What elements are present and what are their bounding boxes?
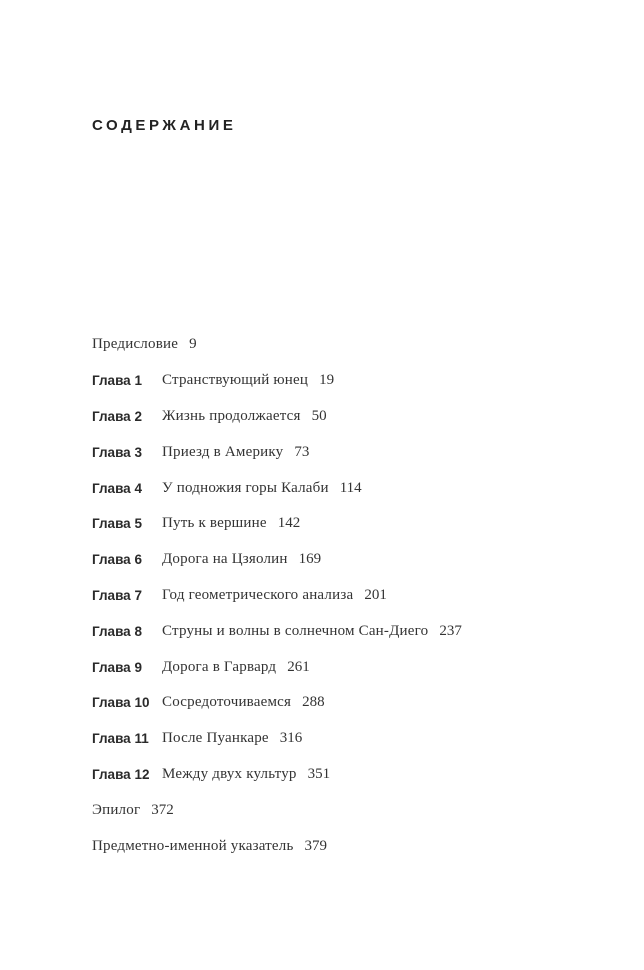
- entry-page-number: 19: [319, 372, 335, 389]
- chapter-label: Глава 5: [92, 516, 142, 532]
- entry-title: Между двух культур: [162, 765, 297, 782]
- toc-entry-chapter-6[interactable]: [92, 542, 612, 578]
- chapter-label: Глава 9: [92, 659, 142, 675]
- toc-entry-index[interactable]: [92, 828, 612, 864]
- toc-entry-chapter-4[interactable]: [92, 470, 612, 506]
- toc-entry-chapter-10[interactable]: [92, 685, 612, 721]
- entry-page-number: 351: [307, 765, 331, 782]
- entry-page-number: 316: [279, 730, 303, 747]
- entry-title: Жизнь продолжается: [162, 407, 301, 424]
- entry-page-number: 288: [302, 694, 325, 711]
- chapter-label: Глава 7: [92, 587, 142, 603]
- chapter-label: Глава 6: [92, 552, 142, 568]
- table-of-contents: [92, 327, 612, 864]
- contents-heading: СОДЕРЖАНИЕ: [92, 117, 237, 134]
- entry-title: Приезд в Америку: [162, 443, 284, 460]
- toc-entry-chapter-9[interactable]: [92, 649, 612, 685]
- entry-title: Странствующий юнец: [162, 372, 309, 389]
- entry-title: Предисловие: [92, 336, 179, 353]
- toc-entry-preface[interactable]: [92, 327, 612, 363]
- toc-entry-chapter-2[interactable]: [92, 399, 612, 435]
- toc-entry-chapter-12[interactable]: [92, 757, 612, 793]
- chapter-label: Глава 12: [92, 766, 150, 782]
- entry-title: Год геометрического анализа: [162, 586, 354, 603]
- entry-page-number: 9: [189, 336, 197, 353]
- entry-title: Струны и волны в солнечном Сан-Диего: [162, 622, 429, 639]
- entry-title: Дорога в Гарвард: [162, 658, 277, 675]
- entry-title: Эпилог: [92, 801, 141, 818]
- chapter-label: Глава 2: [92, 408, 142, 424]
- toc-entry-chapter-11[interactable]: [92, 721, 612, 757]
- entry-title: Сосредоточиваемся: [162, 694, 292, 711]
- entry-page-number: 142: [277, 515, 301, 532]
- entry-title: После Пуанкаре: [162, 730, 269, 747]
- entry-title: Предметно-именной указатель: [92, 837, 294, 854]
- entry-page-number: 372: [151, 801, 174, 818]
- entry-page-number: 73: [294, 443, 310, 460]
- entry-page-number: 261: [287, 658, 310, 675]
- toc-entry-epilogue[interactable]: [92, 792, 612, 828]
- toc-entry-chapter-7[interactable]: [92, 578, 612, 614]
- entry-page-number: 169: [298, 551, 322, 568]
- toc-entry-chapter-8[interactable]: [92, 613, 612, 649]
- toc-entry-chapter-3[interactable]: [92, 434, 612, 470]
- entry-title: Путь к вершине: [162, 515, 267, 532]
- entry-page-number: 201: [364, 586, 387, 603]
- toc-entry-chapter-1[interactable]: [92, 363, 612, 399]
- entry-title: Дорога на Цзяолин: [162, 551, 288, 568]
- chapter-label: Глава 8: [92, 623, 142, 639]
- entry-page-number: 237: [439, 622, 462, 639]
- entry-page-number: 114: [339, 479, 362, 496]
- chapter-label: Глава 11: [92, 731, 149, 747]
- entry-page-number: 50: [311, 407, 327, 424]
- chapter-label: Глава 1: [92, 373, 142, 389]
- chapter-label: Глава 10: [92, 695, 150, 711]
- chapter-label: Глава 3: [92, 444, 142, 460]
- toc-entry-chapter-5[interactable]: [92, 506, 612, 542]
- chapter-label: Глава 4: [92, 480, 142, 496]
- entry-title: У подножия горы Калаби: [162, 479, 329, 496]
- entry-page-number: 379: [304, 837, 328, 854]
